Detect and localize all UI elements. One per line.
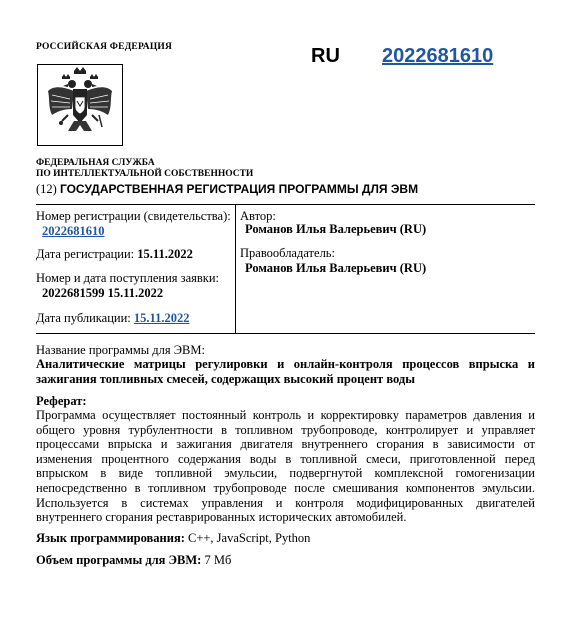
- application-value: 2022681599 15.11.2022: [42, 286, 164, 300]
- publication-date: [36, 311, 189, 326]
- author-value: Романов Илья Валерьевич (RU): [245, 222, 427, 236]
- registration-date-label: Дата регистрации:: [36, 247, 135, 261]
- agency-line1: ФЕДЕРАЛЬНАЯ СЛУЖБА: [36, 158, 155, 168]
- rights-holder-value: Романов Илья Валерьевич (RU): [245, 261, 427, 275]
- registration-number-link[interactable]: 2022681610: [382, 45, 494, 67]
- abstract-label: Реферат:: [36, 394, 87, 408]
- divider-top: [36, 204, 535, 205]
- rights-holder-label: Правообладатель:: [240, 246, 335, 260]
- document-code: (12): [36, 182, 57, 196]
- registration-date-value: 15.11.2022: [137, 247, 193, 261]
- programming-language: [36, 531, 310, 546]
- document-type: [36, 182, 418, 197]
- divider-vertical: [235, 205, 236, 333]
- application-label: Номер и дата поступления заявки:: [36, 271, 220, 285]
- agency-line2: ПО ИНТЕЛЛЕКТУАЛЬНОЙ СОБСТВЕННОСТИ: [36, 169, 254, 179]
- registration-number-value-link[interactable]: 2022681610: [42, 224, 105, 238]
- publication-date-label: Дата публикации:: [36, 311, 131, 325]
- divider-bottom: [36, 333, 535, 334]
- program-name-value: Аналитические матрицы регулировки и онлайн-контроля процессов впрыска и зажигания топливных смесей, содержащих высокий процент воды: [36, 357, 535, 386]
- country-name: РОССИЙСКАЯ ФЕДЕРАЦИЯ: [36, 42, 173, 52]
- registration-date: [36, 247, 193, 262]
- document-type-title: ГОСУДАРСТВЕННАЯ РЕГИСТРАЦИЯ ПРОГРАММЫ ДЛЯ ЭВМ: [59, 182, 419, 196]
- country-code: RU: [311, 45, 340, 67]
- program-name-label: Название программы для ЭВМ:: [36, 343, 205, 357]
- registration-number-label: Номер регистрации (свидетельства):: [36, 209, 231, 223]
- program-size-label: Объем программы для ЭВМ:: [36, 553, 202, 567]
- program-size: [36, 553, 231, 568]
- programming-language-value: C++, JavaScript, Python: [188, 531, 311, 545]
- program-size-value: 7 Мб: [204, 553, 232, 567]
- russian-coat-of-arms-icon: [37, 64, 123, 146]
- programming-language-label: Язык программирования:: [36, 531, 185, 545]
- agency-name: [36, 158, 336, 180]
- publication-date-link[interactable]: 15.11.2022: [133, 311, 190, 325]
- abstract-text: Программа осуществляет постоянный контроль и корректировку параметров давления и общего уровня турбулентности в топливном трубопроводе, контролирует и управляет процессами впрыска и зажигания двигателя внутреннего сгорания в зависимости от изменения процентного содержания воды в топливной смеси, приготовленной перед впрыском в виде топливной эмульсии, подвергнутой комплексной гомогенизации непосредственно в топливном трубопроводе после смешивания компонентов эмульсии. Используется в системах управления и контроля модифицированных двигателей внутреннего сгорания реставрированных исторических автомобилей.: [36, 408, 535, 525]
- author-label: Автор:: [240, 209, 276, 223]
